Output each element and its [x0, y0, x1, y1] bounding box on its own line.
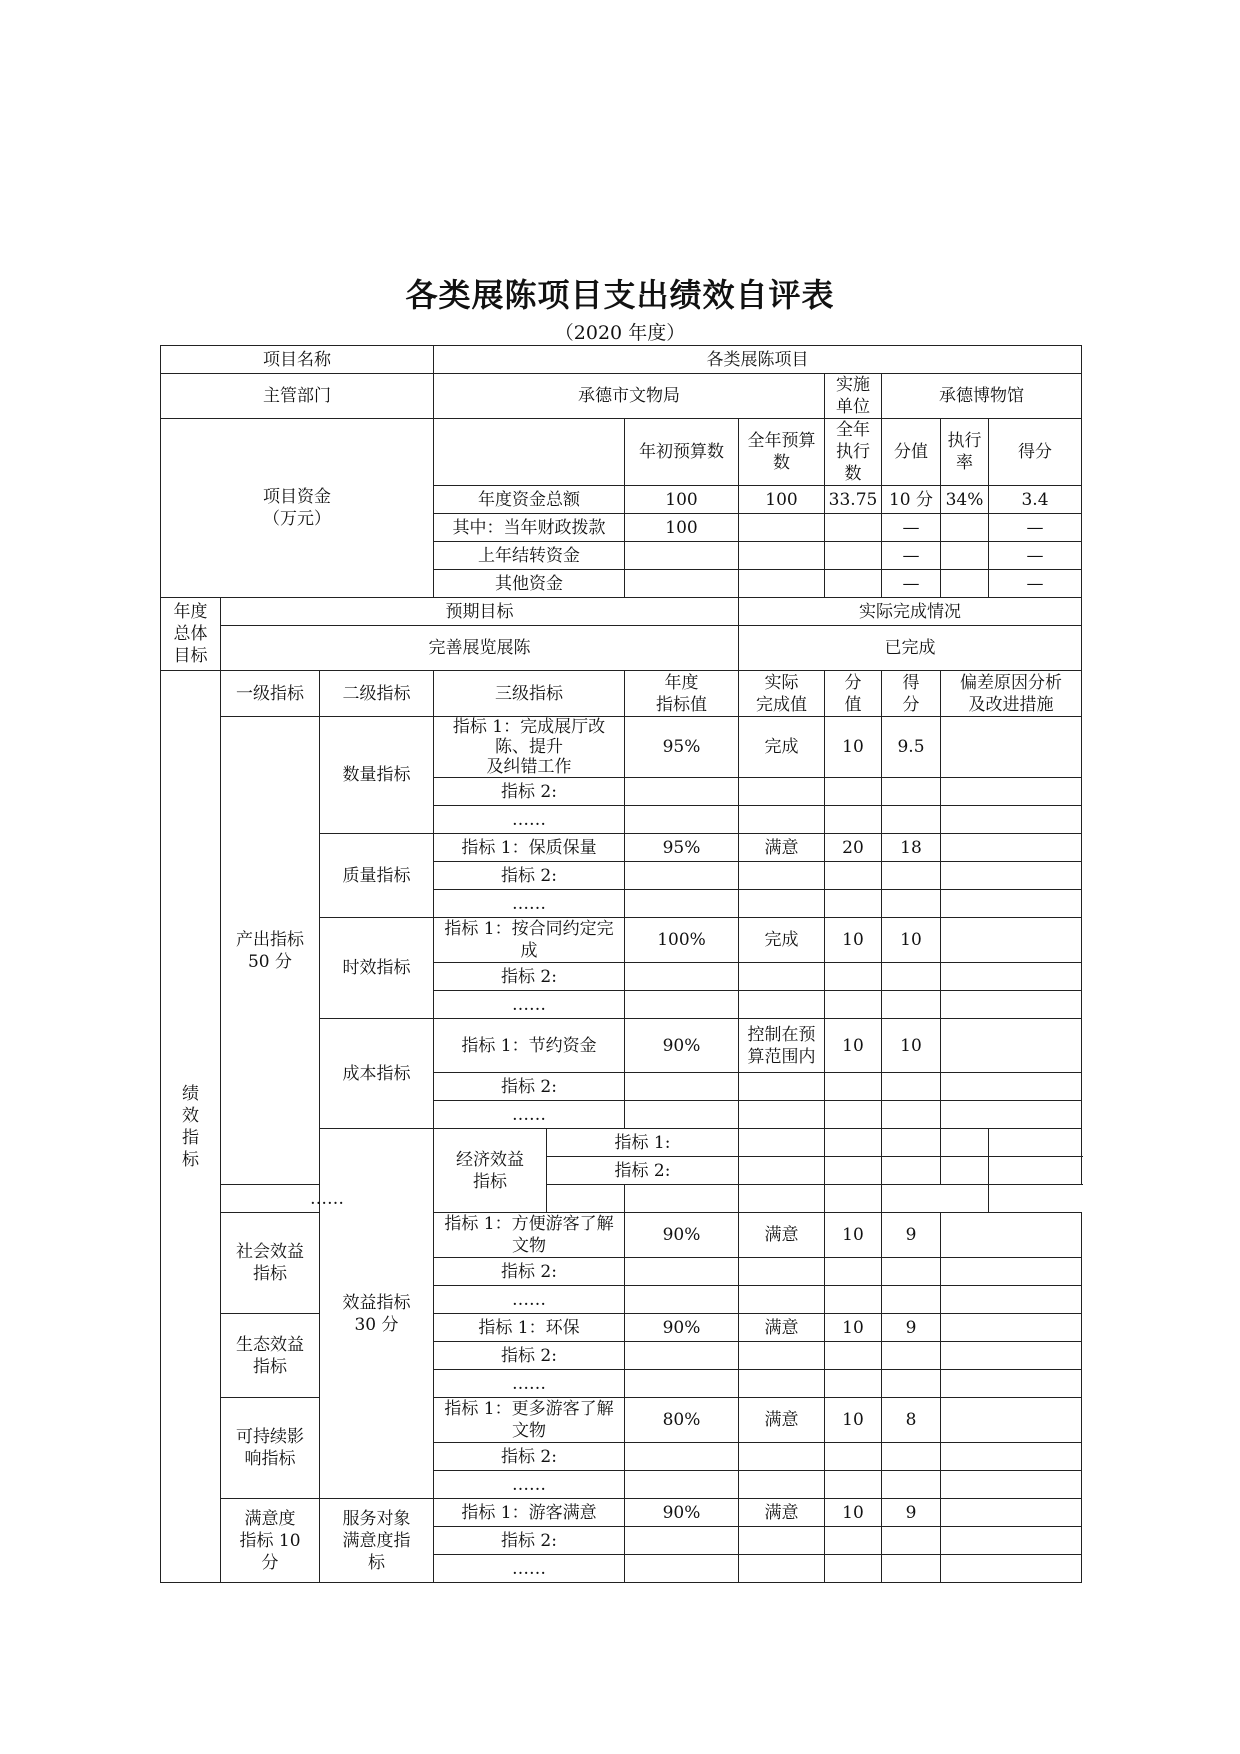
target-value: 80% — [625, 1398, 739, 1443]
goals-actual-label: 实际完成情况 — [739, 598, 1082, 626]
funds-initial: 100 — [625, 514, 739, 542]
funds-row-label: 上年结转资金 — [434, 542, 625, 570]
indicator-1: 指标 1：保质保量 — [434, 834, 625, 862]
score: 9 — [882, 1499, 941, 1527]
funds-blank-header — [434, 419, 625, 486]
funds-label: 项目资金 （万元） — [161, 419, 434, 598]
target-value: 100% — [625, 918, 739, 963]
department-row — [161, 374, 1082, 419]
target-value: 95% — [625, 717, 739, 778]
dept-value: 承德市文物局 — [434, 374, 825, 419]
service-satisfaction-label: 服务对象 满意度指 标 — [320, 1499, 434, 1583]
score-value: 10 — [825, 918, 882, 963]
funds-score-value: — — [882, 542, 941, 570]
reason — [941, 1019, 1082, 1073]
indicator-1: 指标 1：按合同约定完成 — [434, 918, 625, 963]
funds-annual: 100 — [739, 486, 825, 514]
goals-header-row — [161, 598, 1082, 626]
funds-annual — [739, 570, 825, 598]
indicator-more: …… — [434, 806, 625, 834]
funds-score: — — [989, 542, 1082, 570]
goals-expected: 完善展览展陈 — [221, 626, 739, 671]
score: 8 — [882, 1398, 941, 1443]
actual-value: 完成 — [739, 918, 825, 963]
funds-score-value: — — [882, 570, 941, 598]
actual-value: 满意 — [739, 1499, 825, 1527]
performance-header-row — [161, 671, 1082, 717]
economic-indicator-label: 经济效益 指标 — [434, 1129, 547, 1213]
funds-col-score: 得分 — [989, 419, 1082, 486]
score: 10 — [882, 1019, 941, 1073]
reason — [941, 1398, 1082, 1443]
score: 9 — [882, 1314, 941, 1342]
project-name-value: 各类展陈项目 — [434, 346, 1082, 374]
funds-annual — [739, 514, 825, 542]
dept-label: 主管部门 — [161, 374, 434, 419]
project-name-row — [161, 346, 1082, 374]
level3-header: 三级指标 — [434, 671, 625, 717]
score: 18 — [882, 834, 941, 862]
funds-row-label: 其中：当年财政拨款 — [434, 514, 625, 542]
target-value: 90% — [625, 1019, 739, 1073]
funds-executed — [825, 570, 882, 598]
score: 10 — [882, 918, 941, 963]
output-indicator-label: 产出指标 50 分 — [221, 717, 320, 1185]
project-name-label: 项目名称 — [161, 346, 434, 374]
table-row — [161, 1314, 1082, 1342]
actual-value: 完成 — [739, 717, 825, 778]
indicator-2: 指标 2: — [434, 1258, 625, 1286]
indicator-1: 指标 1：方便游客了解文物 — [434, 1213, 625, 1258]
actual-value: 满意 — [739, 1213, 825, 1258]
indicator-2: 指标 2: — [434, 1342, 625, 1370]
unit-label: 实施单位 — [825, 374, 882, 419]
indicator-more: …… — [434, 1101, 625, 1129]
score-value: 20 — [825, 834, 882, 862]
score-value: 10 — [825, 1213, 882, 1258]
reason — [941, 834, 1082, 862]
indicator-1: 指标 1：更多游客了解文物 — [434, 1398, 625, 1443]
funds-col-executed: 全年执行数 — [825, 419, 882, 486]
score-value: 10 — [825, 1499, 882, 1527]
funds-executed: 33.75 — [825, 486, 882, 514]
reason — [941, 1499, 1082, 1527]
funds-col-initial: 年初预算数 — [625, 419, 739, 486]
target-header: 年度 指标值 — [625, 671, 739, 717]
indicator-2: 指标 2: — [434, 1443, 625, 1471]
indicator-more: …… — [434, 1555, 625, 1583]
performance-table — [160, 345, 1082, 1583]
funds-annual — [739, 542, 825, 570]
level2-header: 二级指标 — [320, 671, 434, 717]
table-row — [161, 1398, 1082, 1443]
timeliness-indicator-label: 时效指标 — [320, 918, 434, 1019]
funds-rate — [941, 570, 989, 598]
indicator-2: 指标 2: — [434, 1527, 625, 1555]
score-value: 10 — [825, 1314, 882, 1342]
indicator-more: …… — [434, 1471, 625, 1499]
indicator-2: 指标 2: — [434, 963, 625, 991]
indicator-more: …… — [221, 1185, 434, 1213]
funds-col-annual: 全年预算数 — [739, 419, 825, 486]
indicator-1: 指标 1: — [547, 1129, 739, 1157]
funds-rate — [941, 542, 989, 570]
indicator-more: …… — [434, 991, 625, 1019]
funds-initial — [625, 542, 739, 570]
indicator-more: …… — [434, 890, 625, 918]
table-row — [161, 1185, 1082, 1213]
table-row — [161, 717, 1082, 778]
funds-rate — [941, 514, 989, 542]
actual-value: 满意 — [739, 834, 825, 862]
target-value: 95% — [625, 834, 739, 862]
cost-indicator-label: 成本指标 — [320, 1019, 434, 1129]
funds-score-value: 10 分 — [882, 486, 941, 514]
indicator-2: 指标 2: — [434, 862, 625, 890]
funds-score: 3.4 — [989, 486, 1082, 514]
funds-row-label: 年度资金总额 — [434, 486, 625, 514]
sustainable-indicator-label: 可持续影 响指标 — [221, 1398, 320, 1499]
funds-executed — [825, 542, 882, 570]
funds-score-value: — — [882, 514, 941, 542]
satisfaction-indicator-label: 满意度 指标 10 分 — [221, 1499, 320, 1583]
benefit-indicator-label: 效益指标 30 分 — [320, 1129, 434, 1499]
indicator-1: 指标 1：节约资金 — [434, 1019, 625, 1073]
indicator-more: …… — [434, 1286, 625, 1314]
funds-initial: 100 — [625, 486, 739, 514]
ecological-indicator-label: 生态效益 指标 — [221, 1314, 320, 1398]
indicator-2: 指标 2: — [434, 1073, 625, 1101]
target-value: 90% — [625, 1213, 739, 1258]
table-row — [161, 1213, 1082, 1258]
goals-label: 年度 总体 目标 — [161, 598, 221, 671]
indicator-more: …… — [434, 1370, 625, 1398]
actual-header: 实际 完成值 — [739, 671, 825, 717]
target-value: 90% — [625, 1499, 739, 1527]
score: 9.5 — [882, 717, 941, 778]
funds-header-row — [161, 419, 1082, 486]
actual-value: 控制在预 算范围内 — [739, 1019, 825, 1073]
funds-score: — — [989, 570, 1082, 598]
actual-value: 满意 — [739, 1398, 825, 1443]
indicator-1: 指标 1：游客满意 — [434, 1499, 625, 1527]
funds-score: — — [989, 514, 1082, 542]
score: 9 — [882, 1213, 941, 1258]
level1-header: 一级指标 — [221, 671, 320, 717]
funds-row-label: 其他资金 — [434, 570, 625, 598]
quality-indicator-label: 质量指标 — [320, 834, 434, 918]
funds-col-value: 分值 — [882, 419, 941, 486]
reason — [941, 717, 1082, 778]
funds-col-rate: 执行率 — [941, 419, 989, 486]
goals-content-row — [161, 626, 1082, 671]
target-value: 90% — [625, 1314, 739, 1342]
document-year: （2020 年度） — [554, 322, 686, 344]
goals-expected-label: 预期目标 — [221, 598, 739, 626]
score-value: 10 — [825, 1398, 882, 1443]
social-indicator-label: 社会效益 指标 — [221, 1213, 320, 1314]
indicator-1: 指标 1：环保 — [434, 1314, 625, 1342]
reason — [941, 918, 1082, 963]
funds-executed — [825, 514, 882, 542]
actual-value: 满意 — [739, 1314, 825, 1342]
performance-label: 绩 效 指 标 — [161, 671, 221, 1583]
indicator-2: 指标 2: — [434, 778, 625, 806]
indicator-1: 指标 1：完成展厅改陈、提升 及纠错工作 — [434, 717, 625, 778]
goals-actual: 已完成 — [739, 626, 1082, 671]
funds-rate: 34% — [941, 486, 989, 514]
indicator-2: 指标 2: — [547, 1157, 739, 1185]
score-header: 得 分 — [882, 671, 941, 717]
document-title: 各类展陈项目支出绩效自评表 — [405, 276, 835, 314]
unit-value: 承德博物馆 — [882, 374, 1082, 419]
score-value: 10 — [825, 717, 882, 778]
quantity-indicator-label: 数量指标 — [320, 717, 434, 834]
reason-header: 偏差原因分析 及改进措施 — [941, 671, 1082, 717]
reason — [941, 1213, 1082, 1258]
score-value: 10 — [825, 1019, 882, 1073]
table-row — [161, 1499, 1082, 1527]
funds-initial — [625, 570, 739, 598]
value-header: 分 值 — [825, 671, 882, 717]
reason — [941, 1314, 1082, 1342]
